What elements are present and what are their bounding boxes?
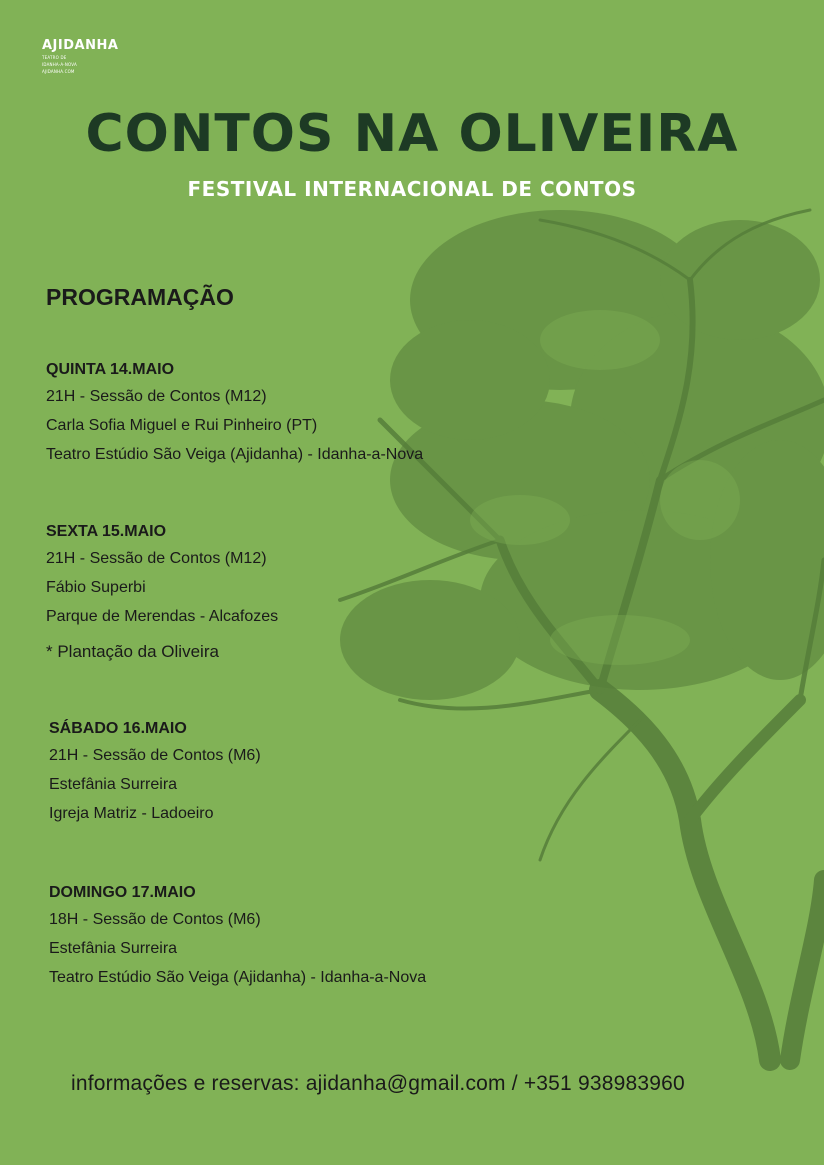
program-heading: PROGRAMAÇÃO [46,284,234,310]
session-time: 18H - Sessão de Contos (M6) [49,911,261,928]
day-title: DOMINGO 17.MAIO [49,884,196,901]
session-venue: Teatro Estúdio São Veiga (Ajidanha) - Idanha-a-Nova [49,969,427,986]
logo-name: AJIDANHA [42,38,119,53]
session-venue: Igreja Matriz - Ladoeiro [49,805,214,822]
session-time: 21H - Sessão de Contos (M12) [46,550,267,567]
session-performer: Estefânia Surreira [49,940,178,957]
session-performer: Estefânia Surreira [49,776,178,793]
session-time: 21H - Sessão de Contos (M12) [46,388,267,405]
day-title: SEXTA 15.MAIO [46,523,167,540]
ajidanha-logo [42,38,118,74]
logo-tagline-3: AJIDANHA.COM [42,69,75,74]
session-performer: Fábio Superbi [46,579,146,596]
session-venue: Parque de Merendas - Alcafozes [46,608,279,625]
poster-title: CONTOS NA OLIVEIRA [85,104,739,164]
session-note: * Plantação da Oliveira [46,642,219,661]
program-day-sunday [49,884,426,997]
logo-tagline-2: IDANHA-A-NOVA [42,62,77,67]
program-day-saturday [49,720,261,833]
contact-info: informações e reservas: ajidanha@gmail.com / +351 938983960 [71,1072,685,1095]
day-title: SÁBADO 16.MAIO [49,720,187,737]
day-title: QUINTA 14.MAIO [46,361,175,378]
session-time: 21H - Sessão de Contos (M6) [49,747,261,764]
session-venue: Teatro Estúdio São Veiga (Ajidanha) - Idanha-a-Nova [46,446,424,463]
logo-tagline-1: TEATRO DE [42,55,67,60]
session-performer: Carla Sofia Miguel e Rui Pinheiro (PT) [46,417,318,434]
poster-subtitle: FESTIVAL INTERNACIONAL DE CONTOS [187,177,637,201]
program-day-thursday [46,361,423,474]
program-day-friday [46,523,278,662]
